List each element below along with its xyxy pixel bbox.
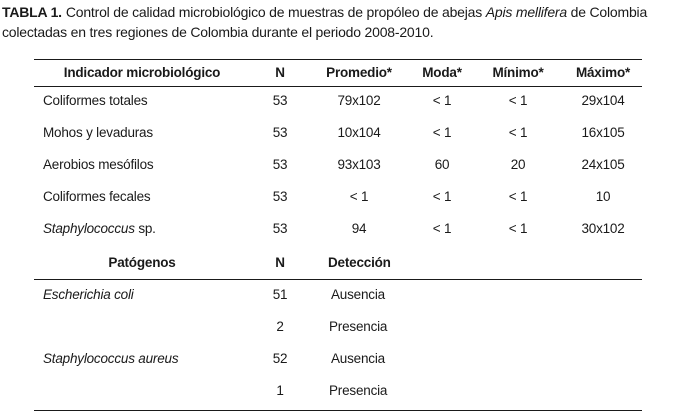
pathogen-row4-deteccion: Presencia xyxy=(329,383,388,398)
caption-label: TABLA 1. xyxy=(2,4,62,20)
pathogen-row2-n: 2 xyxy=(276,319,284,334)
header-n: N xyxy=(275,65,285,80)
row1-minimo: < 1 xyxy=(508,93,528,108)
row3-promedio: 93x103 xyxy=(337,157,381,172)
row4-promedio: < 1 xyxy=(349,189,369,204)
row1-moda: < 1 xyxy=(432,93,452,108)
pathogen-row4-n: 1 xyxy=(276,383,284,398)
pathogen-row1-name: Escherichia coli xyxy=(43,287,134,302)
row4-n: 53 xyxy=(272,189,288,204)
table-top-rule xyxy=(34,59,642,60)
row4-minimo: < 1 xyxy=(508,189,528,204)
header-moda: Moda* xyxy=(422,65,462,80)
row1-maximo: 29x104 xyxy=(581,93,625,108)
row3-n: 53 xyxy=(272,157,288,172)
row5-indicator xyxy=(43,220,156,238)
row2-maximo: 16x105 xyxy=(581,125,625,140)
row2-minimo: < 1 xyxy=(508,125,528,140)
header-deteccion: Detección xyxy=(328,255,391,270)
row2-promedio: 10x104 xyxy=(337,125,381,140)
row5-indicator-genus: Staphylococcus xyxy=(43,221,135,236)
row5-n: 53 xyxy=(272,221,288,236)
row3-maximo: 24x105 xyxy=(581,157,625,172)
row5-indicator-suffix: sp. xyxy=(134,221,156,236)
header-rule xyxy=(34,86,642,87)
caption-species: Apis mellifera xyxy=(485,4,567,20)
row4-maximo: 10 xyxy=(595,189,611,204)
header-minimo: Mínimo* xyxy=(492,65,544,80)
row3-minimo: 20 xyxy=(510,157,526,172)
pathogen-row3-deteccion: Ausencia xyxy=(331,351,385,366)
row4-moda: < 1 xyxy=(432,189,452,204)
header-patogenos: Patógenos xyxy=(108,255,176,270)
row2-indicator: Mohos y levaduras xyxy=(43,125,153,140)
row3-indicator: Aerobios mesófilos xyxy=(43,157,154,172)
pathogen-row3-name: Staphylococcus aureus xyxy=(43,351,179,366)
header-indicator: Indicador microbiológico xyxy=(63,65,221,80)
table-caption xyxy=(2,2,682,42)
row3-moda: 60 xyxy=(434,157,450,172)
row4-indicator: Coliformes fecales xyxy=(43,189,151,204)
row1-n: 53 xyxy=(272,93,288,108)
table-bottom-rule xyxy=(34,410,642,411)
header-n-patogenos: N xyxy=(275,255,285,270)
pathogen-header-rule xyxy=(34,279,642,280)
pathogen-row1-deteccion: Ausencia xyxy=(331,287,385,302)
row5-minimo: < 1 xyxy=(508,221,528,236)
row5-maximo: 30x102 xyxy=(581,221,625,236)
header-maximo: Máximo* xyxy=(575,65,631,80)
caption-text-after: de Colombia colectadas en tres regiones de Colombia durante el periodo 2008-2010. xyxy=(2,4,648,40)
row5-moda: < 1 xyxy=(432,221,452,236)
row1-promedio: 79x102 xyxy=(337,93,381,108)
pathogen-row3-n: 52 xyxy=(272,351,288,366)
row5-promedio: 94 xyxy=(351,221,367,236)
pathogen-row2-deteccion: Presencia xyxy=(329,319,388,334)
row1-indicator: Coliformes totales xyxy=(43,93,148,108)
pathogen-row1-n: 51 xyxy=(272,287,288,302)
header-promedio: Promedio* xyxy=(326,65,392,80)
row2-n: 53 xyxy=(272,125,288,140)
caption-text-before: Control de calidad microbiológico de muestras de propóleo de abejas xyxy=(65,4,486,20)
row2-moda: < 1 xyxy=(432,125,452,140)
